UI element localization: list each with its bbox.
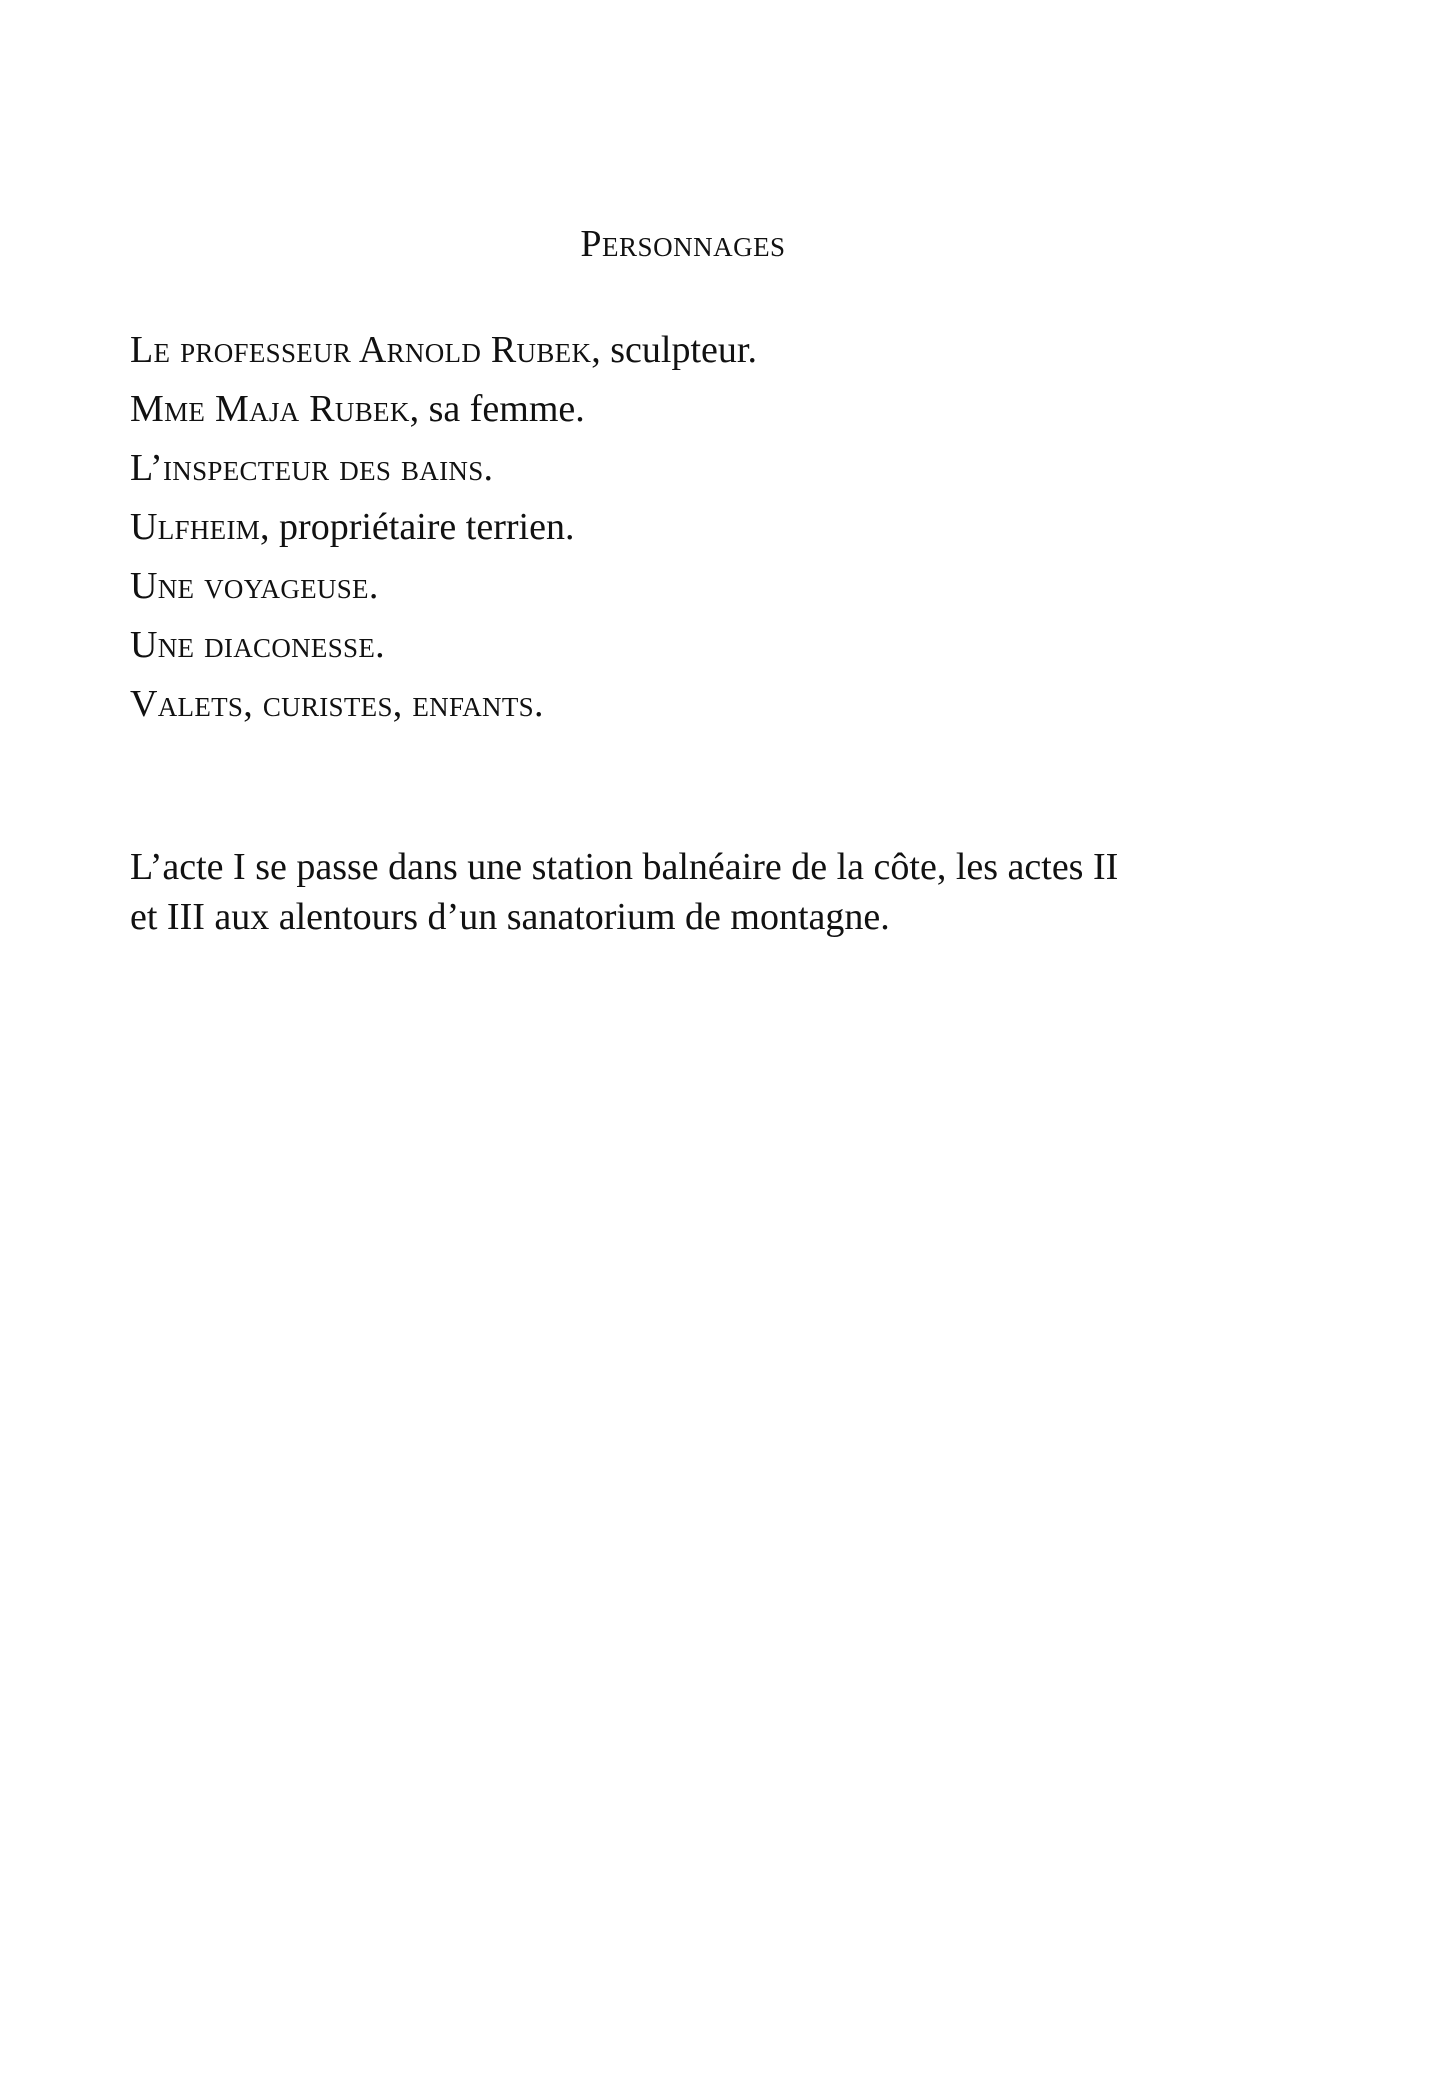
cast-description: , sa femme. <box>409 388 585 430</box>
cast-name: Une voyageuse. <box>130 565 379 607</box>
cast-name: Le professeur Arnold Rubek <box>130 329 592 371</box>
cast-description: , sculpteur. <box>591 329 757 371</box>
setting-line: et III aux alentours d’un sanatorium de montagne. <box>130 896 890 938</box>
cast-heading: Personnages <box>580 223 786 265</box>
cast-description: , propriétaire terrien. <box>260 506 575 548</box>
cast-name: Mme Maja Rubek <box>130 388 410 430</box>
cast-item <box>130 439 757 498</box>
cast-name: L’inspecteur des bains. <box>130 447 494 489</box>
cast-item <box>130 557 757 616</box>
cast-item <box>130 675 757 734</box>
cast-name: Valets, curistes, enfants. <box>130 683 544 725</box>
cast-item <box>130 380 757 439</box>
setting-paragraph <box>130 842 1280 942</box>
cast-name: Une diaconesse. <box>130 624 385 666</box>
setting-line: L’acte I se passe dans une station balnéaire de la côte, les actes II <box>130 846 1119 888</box>
cast-item <box>130 321 757 380</box>
cast-list <box>130 321 757 734</box>
cast-name: Ulfheim <box>130 506 261 548</box>
cast-item <box>130 616 757 675</box>
cast-item <box>130 498 757 557</box>
